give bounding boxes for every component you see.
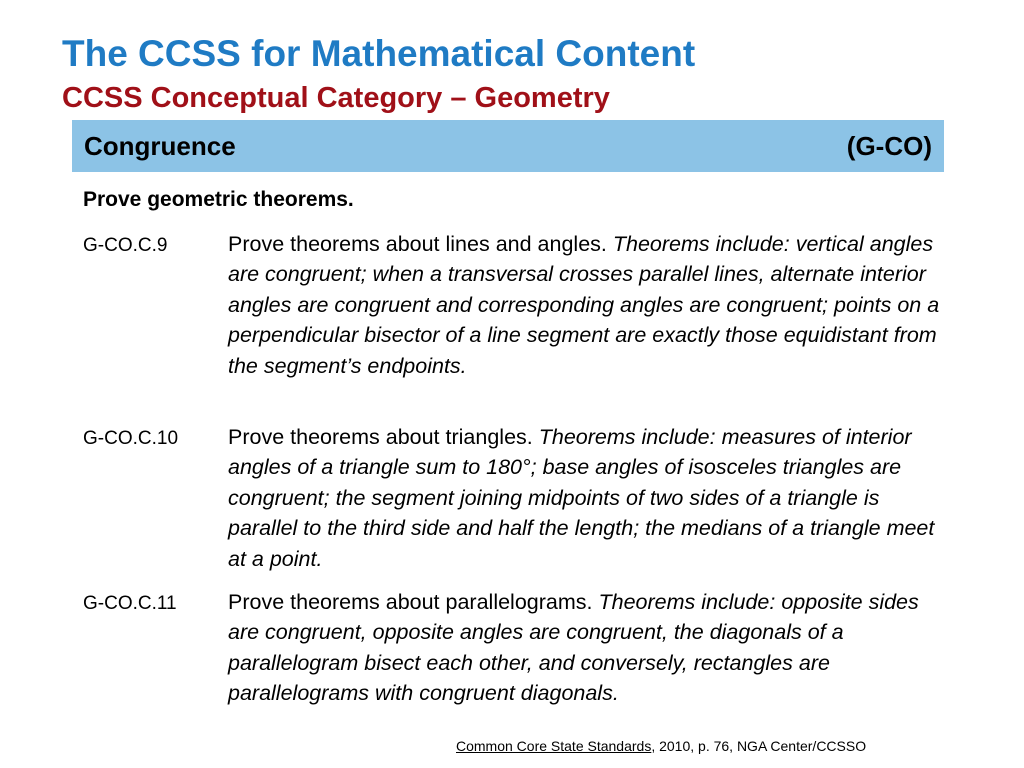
- standard-text: [228, 587, 943, 709]
- standard-code: G-CO.C.11: [83, 593, 177, 614]
- standard-detail: Theorems include: measures of interior angles of a triangle sum to 180°; base angles of isosceles triangles are congruent; the segment joining midpoints of two sides of a triangle is parallel to the third side and half the length; the medians of a triangle meet at a point.: [228, 425, 935, 571]
- standard-lead: Prove theorems about parallelograms.: [228, 590, 593, 614]
- slide-title: The CCSS for Mathematical Content: [62, 33, 696, 74]
- domain-code: (G-CO): [846, 130, 932, 161]
- citation-details: , 2010, p. 76, NGA Center/CCSSO: [651, 738, 867, 754]
- standard-detail: Theorems include: vertical angles are congruent; when a transversal crosses parallel lines, alternate interior angles are congruent and corresponding angles are congruent; points on a perpendicular bisector of a line segment are exactly those equidistant from the segment’s endpoints.: [228, 232, 940, 378]
- slide-subtitle: CCSS Conceptual Category – Geometry: [62, 82, 610, 114]
- standard-text: [228, 229, 943, 381]
- source-link[interactable]: Common Core State Standards: [456, 738, 652, 754]
- cluster-heading: Prove geometric theorems.: [83, 188, 354, 211]
- standard-detail: Theorems include: opposite sides are congruent, opposite angles are congruent, the diagonals of a parallelogram bisect each other, and conversely, rectangles are parallelograms with congruent diagonals.: [228, 590, 919, 706]
- standard-lead: Prove theorems about triangles.: [228, 425, 533, 449]
- domain-name: Congruence: [84, 130, 236, 161]
- standard-lead: Prove theorems about lines and angles.: [228, 232, 607, 256]
- standard-code: G-CO.C.9: [83, 235, 168, 256]
- domain-header-band: [72, 120, 944, 172]
- standard-code: G-CO.C.10: [83, 428, 179, 449]
- source-citation: [456, 736, 866, 756]
- standard-text: [228, 422, 943, 574]
